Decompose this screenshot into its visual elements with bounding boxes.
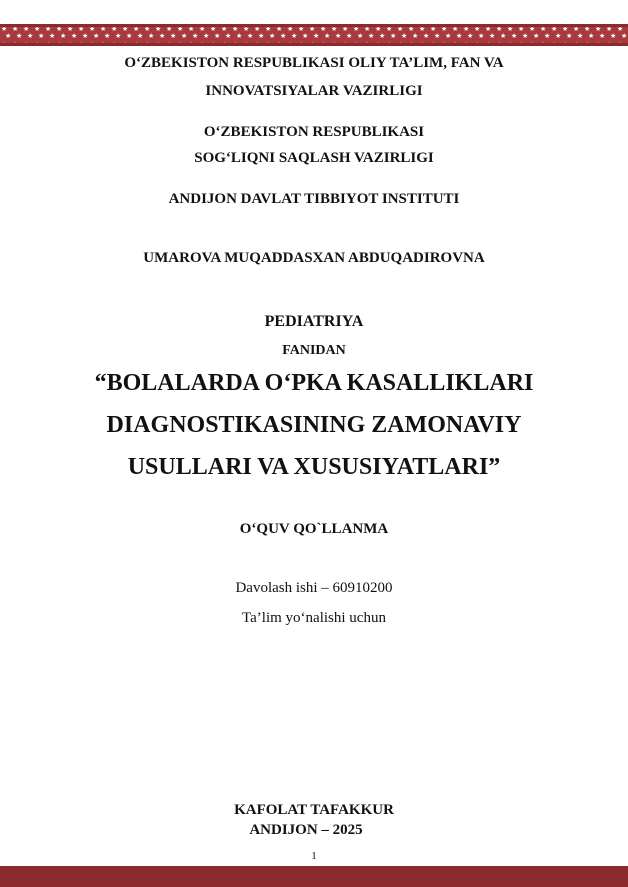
- publisher-name: KAFOLAT TAFAKKUR: [234, 802, 394, 818]
- subject-name: PEDIATRIYA: [264, 313, 364, 330]
- subject-suffix: FANIDAN: [282, 343, 346, 358]
- publisher-place-year: ANDIJON – 2025: [249, 822, 363, 838]
- institute-name: ANDIJON DAVLAT TIBBIYOT INSTITUTI: [168, 191, 460, 207]
- decorative-bottom-border: [0, 866, 628, 887]
- title-line-3: USULLARI VA XUSUSIYATLARI”: [127, 454, 501, 480]
- specialty-code: Davolash ishi – 60910200: [235, 580, 393, 596]
- ministry-line-2: INNOVATSIYALAR VAZIRLIGI: [205, 83, 423, 99]
- title-line-1: “BOLALARDA O‘PKA KASALLIKLARI: [94, 370, 534, 396]
- decorative-top-border: [0, 24, 628, 46]
- document-type: O‘QUV QO`LLANMA: [239, 521, 389, 537]
- page-number: 1: [311, 850, 317, 862]
- health-ministry-line-1: O‘ZBEKISTON RESPUBLIKASI: [203, 124, 425, 140]
- author-name: UMAROVA MUQADDASXAN ABDUQADIROVNA: [143, 250, 485, 266]
- specialty-direction: Ta’lim yo‘nalishi uchun: [242, 610, 386, 626]
- health-ministry-line-2: SOG‘LIQNI SAQLASH VAZIRLIGI: [194, 150, 434, 166]
- title-line-2: DIAGNOSTIKASINING ZAMONAVIY: [106, 412, 522, 438]
- ministry-line-1: O‘ZBEKISTON RESPUBLIKASI OLIY TA’LIM, FAN VA: [124, 55, 504, 71]
